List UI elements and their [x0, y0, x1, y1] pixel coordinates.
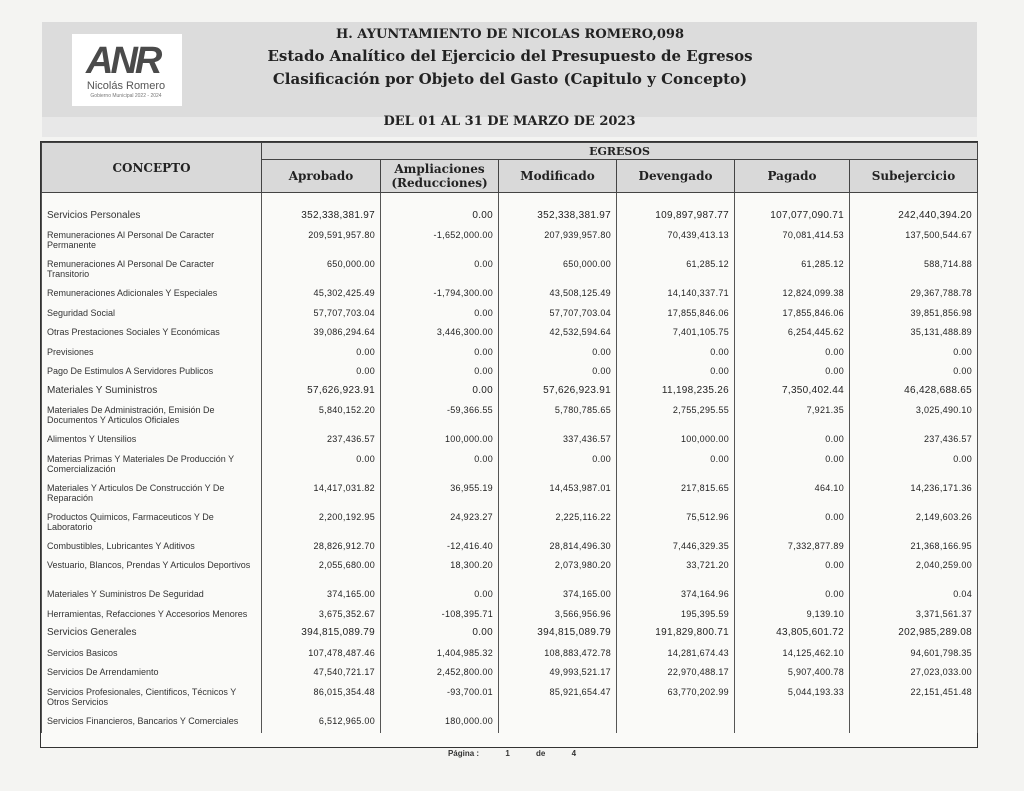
modificado-cell: 2,073,980.20 — [499, 558, 617, 587]
concept-row — [42, 452, 978, 481]
aprobado-cell: 5,840,152.20 — [262, 403, 381, 432]
devengado-cell: 100,000.00 — [617, 432, 735, 452]
pagado-cell: 7,350,402.44 — [735, 384, 850, 404]
modificado-cell: 337,436.57 — [499, 432, 617, 452]
aprobado-cell: 237,436.57 — [262, 432, 381, 452]
subejercicio-cell: 21,368,166.95 — [850, 539, 978, 559]
concept-cell: Servicios Generales — [42, 626, 262, 646]
subejercicio-cell: 137,500,544.67 — [850, 228, 978, 257]
concept-cell: Materiales Y Articulos De Construcción Y De Reparación — [42, 481, 262, 510]
concept-cell: Vestuario, Blancos, Prendas Y Articulos Deportivos — [42, 558, 262, 587]
logo-mark: ANR — [86, 40, 160, 82]
subejercicio-cell: 0.00 — [850, 452, 978, 481]
concept-header: CONCEPTO — [42, 143, 262, 193]
concept-cell: Servicios Profesionales, Cientificos, Técnicos Y Otros Servicios — [42, 685, 262, 714]
aprobado-cell: 47,540,721.17 — [262, 665, 381, 685]
aprobado-cell: 352,338,381.97 — [262, 209, 381, 229]
subejercicio-cell: 14,236,171.36 — [850, 481, 978, 510]
concept-row — [42, 403, 978, 432]
ampliaciones-cell: 3,446,300.00 — [381, 325, 499, 345]
aprobado-cell: 14,417,031.82 — [262, 481, 381, 510]
devengado-cell: 217,815.65 — [617, 481, 735, 510]
ampliaciones-cell: -108,395.71 — [381, 607, 499, 627]
concept-cell: Materiales Y Suministros — [42, 384, 262, 404]
ampliaciones-cell: 24,923.27 — [381, 510, 499, 539]
devengado-cell: 2,755,295.55 — [617, 403, 735, 432]
concept-cell: Remuneraciones Al Personal De Caracter Permanente — [42, 228, 262, 257]
ampliaciones-cell: 0.00 — [381, 452, 499, 481]
pagado-cell: 5,044,193.33 — [735, 685, 850, 714]
devengado-cell: 7,446,329.35 — [617, 539, 735, 559]
subejercicio-cell: 3,025,490.10 — [850, 403, 978, 432]
report-period: DEL 01 AL 31 DE MARZO DE 2023 — [383, 114, 636, 129]
ampliaciones-cell: 0.00 — [381, 626, 499, 646]
modificado-cell: 5,780,785.65 — [499, 403, 617, 432]
modificado-cell: 28,814,496.30 — [499, 539, 617, 559]
ampliaciones-cell: 18,300.20 — [381, 558, 499, 587]
aprobado-cell: 2,055,680.00 — [262, 558, 381, 587]
subejercicio-cell: 27,023,033.00 — [850, 665, 978, 685]
entity-name: H. AYUNTAMIENTO DE NICOLAS ROMERO,098 — [335, 27, 685, 42]
concept-row — [42, 286, 978, 306]
aprobado-cell: 0.00 — [262, 452, 381, 481]
concept-row — [42, 345, 978, 365]
modificado-cell: 49,993,521.17 — [499, 665, 617, 685]
logo-tagline: Gobierno Municipal 2022 - 2024 — [90, 93, 162, 99]
ampliaciones-cell: 1,404,985.32 — [381, 646, 499, 666]
concept-cell: Servicios Financieros, Bancarios Y Comerciales — [42, 714, 262, 734]
subejercicio-cell — [850, 714, 978, 734]
devengado-cell: 0.00 — [617, 452, 735, 481]
devengado-cell: 70,439,413.13 — [617, 228, 735, 257]
ampliaciones-cell: -59,366.55 — [381, 403, 499, 432]
pagado-cell: 0.00 — [735, 452, 850, 481]
concept-row — [42, 539, 978, 559]
subejercicio-cell: 3,371,561.37 — [850, 607, 978, 627]
pagado-cell: 0.00 — [735, 432, 850, 452]
of-label: de — [536, 749, 546, 758]
devengado-cell: 7,401,105.75 — [617, 325, 735, 345]
subejercicio-cell: 0.00 — [850, 364, 978, 384]
devengado-cell: 195,395.59 — [617, 607, 735, 627]
concept-row — [42, 714, 978, 734]
aprobado-cell: 0.00 — [262, 364, 381, 384]
aprobado-cell: 374,165.00 — [262, 587, 381, 607]
concept-cell: Alimentos Y Utensilios — [42, 432, 262, 452]
devengado-cell: 61,285.12 — [617, 257, 735, 286]
ampliaciones-cell: 100,000.00 — [381, 432, 499, 452]
municipality-logo — [72, 34, 182, 106]
pagado-cell: 0.00 — [735, 364, 850, 384]
aprobado-cell: 6,512,965.00 — [262, 714, 381, 734]
concept-cell: Herramientas, Refacciones Y Accesorios Menores — [42, 607, 262, 627]
chapter-row — [42, 626, 978, 646]
concept-row — [42, 257, 978, 286]
pagado-cell: 61,285.12 — [735, 257, 850, 286]
aprobado-cell: 2,200,192.95 — [262, 510, 381, 539]
modificado-cell: 14,453,987.01 — [499, 481, 617, 510]
devengado-cell: 17,855,846.06 — [617, 306, 735, 326]
pagado-cell: 107,077,090.71 — [735, 209, 850, 229]
concept-cell: Materias Primas Y Materiales De Producción Y Comercialización — [42, 452, 262, 481]
concept-cell: Otras Prestaciones Sociales Y Económicas — [42, 325, 262, 345]
pagado-cell: 0.00 — [735, 558, 850, 587]
devengado-cell: 22,970,488.17 — [617, 665, 735, 685]
aprobado-cell: 3,675,352.67 — [262, 607, 381, 627]
pagado-cell — [735, 714, 850, 734]
column-header: Pagado — [735, 160, 850, 193]
aprobado-cell: 39,086,294.64 — [262, 325, 381, 345]
total-pages: 4 — [571, 749, 577, 758]
concept-cell: Materiales Y Suministros De Seguridad — [42, 587, 262, 607]
budget-table-container — [40, 141, 978, 748]
ampliaciones-cell: -1,794,300.00 — [381, 286, 499, 306]
subejercicio-cell: 237,436.57 — [850, 432, 978, 452]
chapter-row — [42, 209, 978, 229]
page-footer — [0, 749, 1024, 758]
modificado-cell: 2,225,116.22 — [499, 510, 617, 539]
pagado-cell: 7,921.35 — [735, 403, 850, 432]
devengado-cell: 109,897,987.77 — [617, 209, 735, 229]
ampliaciones-cell: 0.00 — [381, 306, 499, 326]
aprobado-cell: 209,591,957.80 — [262, 228, 381, 257]
concept-cell: Productos Quimicos, Farmaceuticos Y De Laboratorio — [42, 510, 262, 539]
modificado-cell: 394,815,089.79 — [499, 626, 617, 646]
ampliaciones-cell: -93,700.01 — [381, 685, 499, 714]
devengado-cell: 374,164.96 — [617, 587, 735, 607]
aprobado-cell: 86,015,354.48 — [262, 685, 381, 714]
pagado-cell: 0.00 — [735, 587, 850, 607]
concept-cell: Previsiones — [42, 345, 262, 365]
ampliaciones-cell: 0.00 — [381, 209, 499, 229]
concept-row — [42, 306, 978, 326]
concept-row — [42, 607, 978, 627]
modificado-cell: 57,626,923.91 — [499, 384, 617, 404]
subejercicio-cell: 29,367,788.78 — [850, 286, 978, 306]
devengado-cell: 0.00 — [617, 364, 735, 384]
column-header: Devengado — [617, 160, 735, 193]
ampliaciones-cell: 0.00 — [381, 257, 499, 286]
modificado-cell: 42,532,594.64 — [499, 325, 617, 345]
pagado-cell: 43,805,601.72 — [735, 626, 850, 646]
subejercicio-cell: 202,985,289.08 — [850, 626, 978, 646]
subejercicio-cell: 2,040,259.00 — [850, 558, 978, 587]
pagado-cell: 5,907,400.78 — [735, 665, 850, 685]
concept-cell: Combustibles, Lubricantes Y Aditivos — [42, 539, 262, 559]
aprobado-cell: 0.00 — [262, 345, 381, 365]
ampliaciones-cell: 0.00 — [381, 364, 499, 384]
subejercicio-cell: 0.00 — [850, 345, 978, 365]
logo-name: Nicolás Romero — [86, 80, 166, 92]
devengado-cell: 33,721.20 — [617, 558, 735, 587]
subejercicio-cell: 2,149,603.26 — [850, 510, 978, 539]
page-label: Página : — [447, 749, 480, 758]
column-header: Ampliaciones (Reducciones) — [381, 160, 499, 193]
modificado-cell: 0.00 — [499, 452, 617, 481]
pagado-cell: 6,254,445.62 — [735, 325, 850, 345]
column-header: Modificado — [499, 160, 617, 193]
concept-row — [42, 685, 978, 714]
modificado-cell: 207,939,957.80 — [499, 228, 617, 257]
column-header: Subejercicio — [850, 160, 978, 193]
subejercicio-cell: 39,851,856.98 — [850, 306, 978, 326]
modificado-cell: 3,566,956.96 — [499, 607, 617, 627]
devengado-cell: 11,198,235.26 — [617, 384, 735, 404]
report-titles — [180, 26, 840, 90]
subejercicio-cell: 94,601,798.35 — [850, 646, 978, 666]
spacer-row — [42, 193, 978, 209]
modificado-cell — [499, 714, 617, 734]
aprobado-cell: 28,826,912.70 — [262, 539, 381, 559]
devengado-cell: 75,512.96 — [617, 510, 735, 539]
subejercicio-cell: 242,440,394.20 — [850, 209, 978, 229]
pagado-cell: 0.00 — [735, 345, 850, 365]
pagado-cell: 0.00 — [735, 510, 850, 539]
concept-cell: Remuneraciones Adicionales Y Especiales — [42, 286, 262, 306]
aprobado-cell: 57,626,923.91 — [262, 384, 381, 404]
ampliaciones-cell: 0.00 — [381, 384, 499, 404]
report-title: Estado Analítico del Ejercicio del Presupuesto de Egresos — [267, 47, 753, 65]
concept-cell: Materiales De Administración, Emisión De Documentos Y Articulos Oficiales — [42, 403, 262, 432]
aprobado-cell: 394,815,089.79 — [262, 626, 381, 646]
concept-cell: Servicios Personales — [42, 209, 262, 229]
devengado-cell: 0.00 — [617, 345, 735, 365]
ampliaciones-cell: 180,000.00 — [381, 714, 499, 734]
ampliaciones-cell: 0.00 — [381, 345, 499, 365]
modificado-cell: 0.00 — [499, 364, 617, 384]
concept-row — [42, 665, 978, 685]
pagado-cell: 464.10 — [735, 481, 850, 510]
concept-row — [42, 587, 978, 607]
ampliaciones-cell: -1,652,000.00 — [381, 228, 499, 257]
ampliaciones-cell: -12,416.40 — [381, 539, 499, 559]
aprobado-cell: 57,707,703.04 — [262, 306, 381, 326]
modificado-cell: 352,338,381.97 — [499, 209, 617, 229]
pagado-cell: 14,125,462.10 — [735, 646, 850, 666]
pagado-cell: 9,139.10 — [735, 607, 850, 627]
devengado-cell: 14,140,337.71 — [617, 286, 735, 306]
concept-row — [42, 481, 978, 510]
chapter-row — [42, 384, 978, 404]
subejercicio-cell: 22,151,451.48 — [850, 685, 978, 714]
devengado-cell: 63,770,202.99 — [617, 685, 735, 714]
pagado-cell: 7,332,877.89 — [735, 539, 850, 559]
modificado-cell: 0.00 — [499, 345, 617, 365]
concept-cell: Servicios Basicos — [42, 646, 262, 666]
ampliaciones-cell: 2,452,800.00 — [381, 665, 499, 685]
concept-row — [42, 364, 978, 384]
modificado-cell: 650,000.00 — [499, 257, 617, 286]
subejercicio-cell: 35,131,488.89 — [850, 325, 978, 345]
subejercicio-cell: 588,714.88 — [850, 257, 978, 286]
modificado-cell: 374,165.00 — [499, 587, 617, 607]
ampliaciones-cell: 0.00 — [381, 587, 499, 607]
budget-table — [41, 142, 978, 733]
column-header: Aprobado — [262, 160, 381, 193]
devengado-cell — [617, 714, 735, 734]
concept-row — [42, 325, 978, 345]
modificado-cell: 108,883,472.78 — [499, 646, 617, 666]
concept-row — [42, 646, 978, 666]
modificado-cell: 57,707,703.04 — [499, 306, 617, 326]
concept-row — [42, 432, 978, 452]
subejercicio-cell: 0.04 — [850, 587, 978, 607]
aprobado-cell: 650,000.00 — [262, 257, 381, 286]
concept-row — [42, 510, 978, 539]
concept-cell: Pago De Estimulos A Servidores Publicos — [42, 364, 262, 384]
pagado-cell: 12,824,099.38 — [735, 286, 850, 306]
aprobado-cell: 107,478,487.46 — [262, 646, 381, 666]
devengado-cell: 14,281,674.43 — [617, 646, 735, 666]
devengado-cell: 191,829,800.71 — [617, 626, 735, 646]
concept-cell: Servicios De Arrendamiento — [42, 665, 262, 685]
ampliaciones-cell: 36,955.19 — [381, 481, 499, 510]
aprobado-cell: 45,302,425.49 — [262, 286, 381, 306]
concept-row — [42, 228, 978, 257]
pagado-cell: 70,081,414.53 — [735, 228, 850, 257]
concept-cell: Remuneraciones Al Personal De Caracter Transitorio — [42, 257, 262, 286]
pagado-cell: 17,855,846.06 — [735, 306, 850, 326]
page-number: 1 — [505, 749, 510, 758]
egresos-header: EGRESOS — [262, 143, 978, 160]
concept-cell: Seguridad Social — [42, 306, 262, 326]
modificado-cell: 85,921,654.47 — [499, 685, 617, 714]
modificado-cell: 43,508,125.49 — [499, 286, 617, 306]
concept-row — [42, 558, 978, 587]
report-subtitle: Clasificación por Objeto del Gasto (Capitulo y Concepto) — [272, 70, 748, 88]
subejercicio-cell: 46,428,688.65 — [850, 384, 978, 404]
